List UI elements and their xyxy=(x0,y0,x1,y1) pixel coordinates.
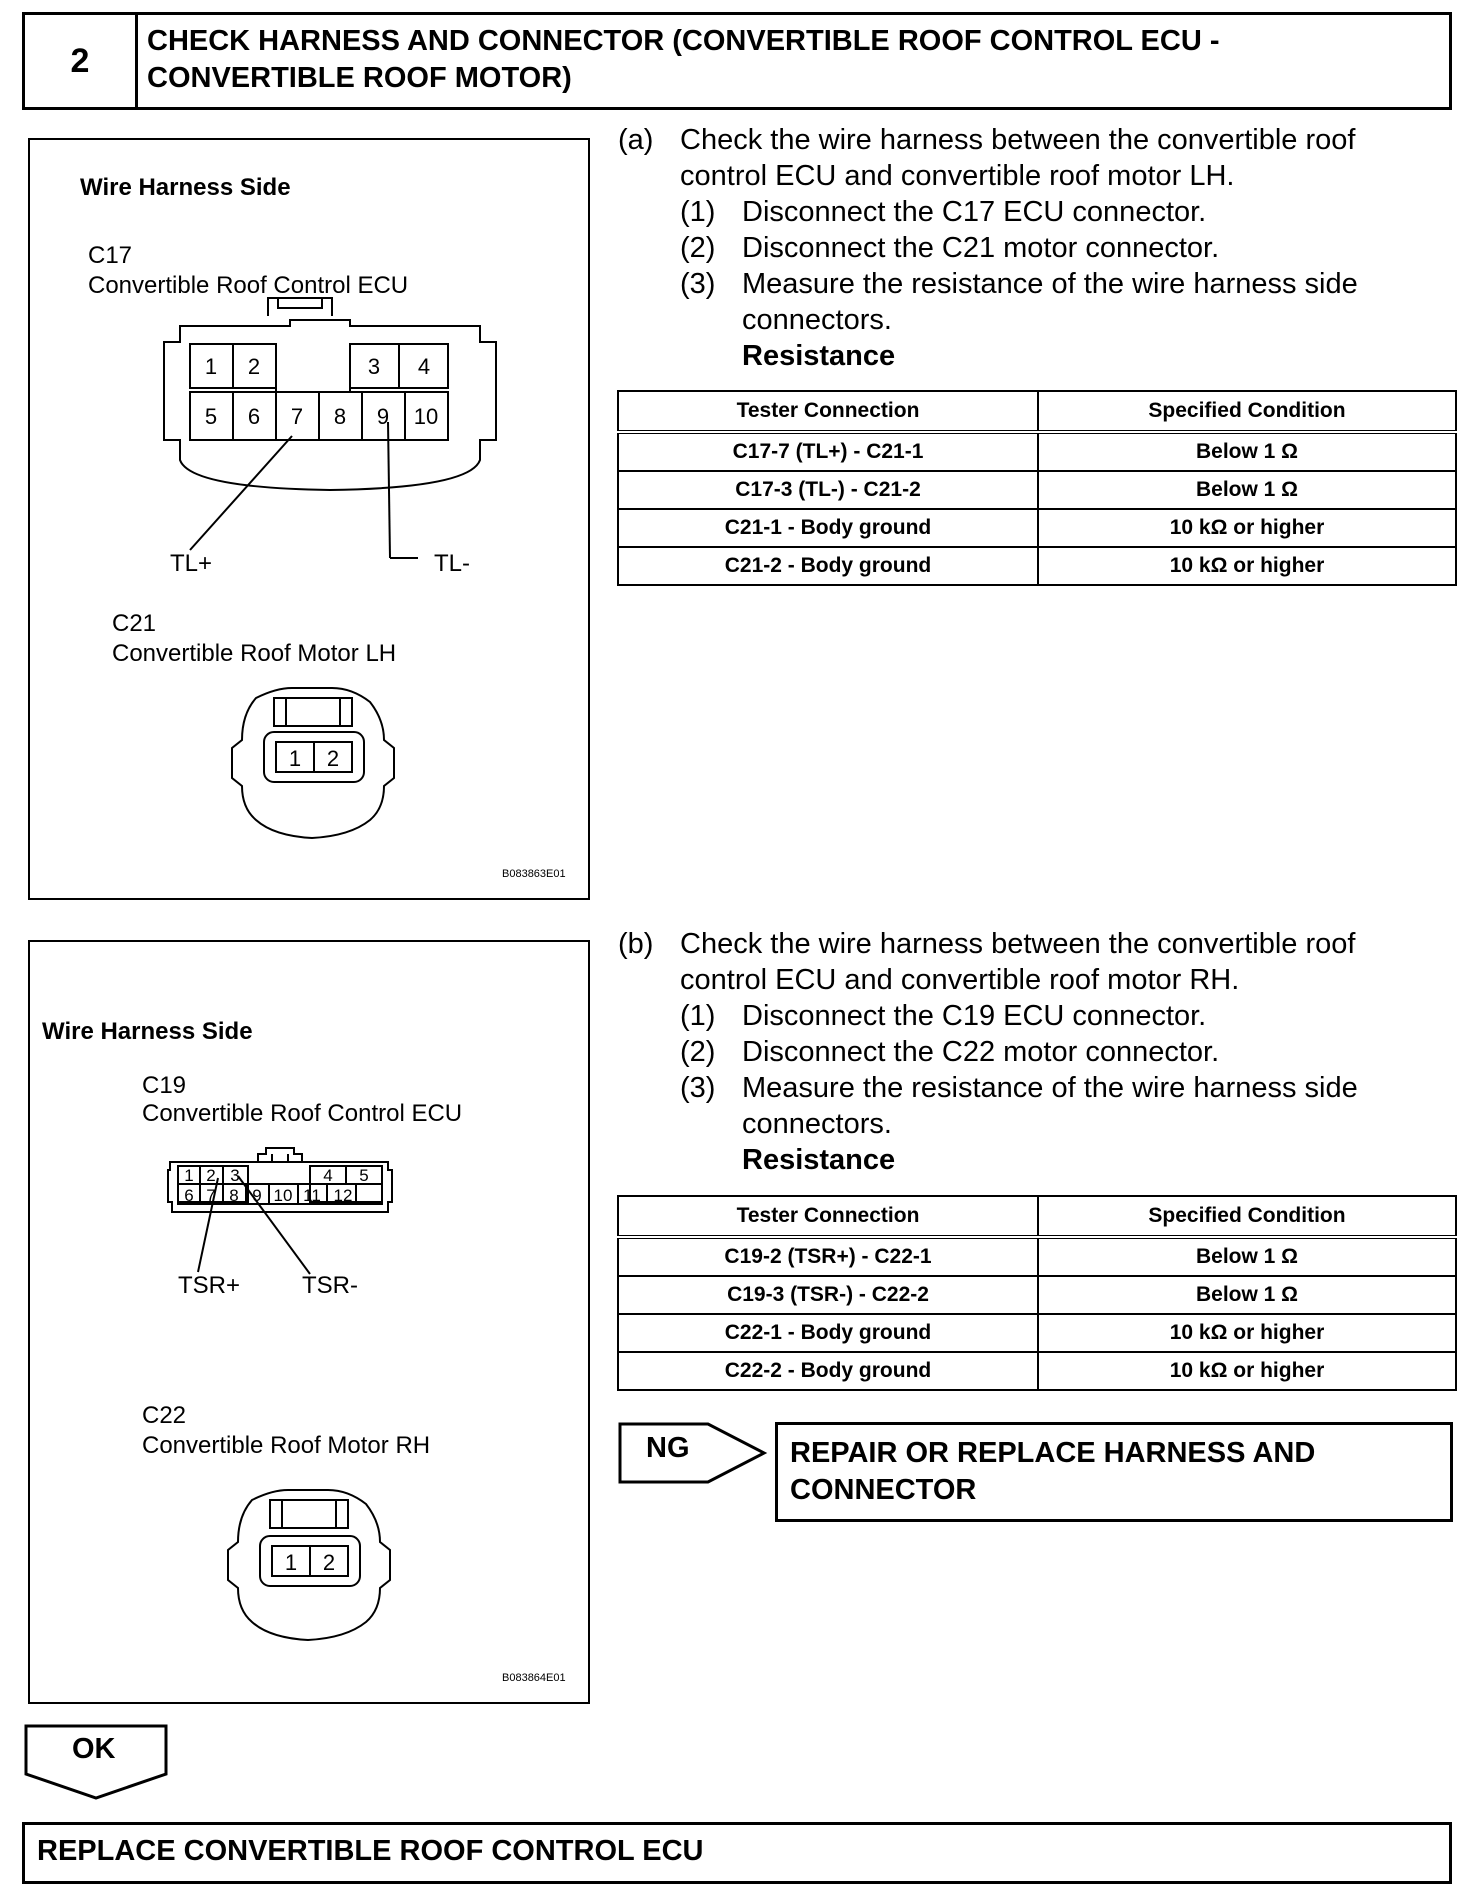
ecu-pin: 3 xyxy=(230,1166,240,1185)
figure-c17-c21 xyxy=(28,138,590,900)
ecu-pin: 1 xyxy=(204,354,218,379)
ecu-connector-code: C17 xyxy=(88,242,133,269)
ecu-connector-code: C19 xyxy=(142,1072,187,1099)
ecu-pin: 5 xyxy=(359,1166,369,1185)
motor-connector-name: Convertible Roof Motor LH xyxy=(112,640,397,667)
table-row xyxy=(618,547,1456,585)
table-cell: C21-2 - Body ground xyxy=(618,547,1038,585)
ecu-pin: 10 xyxy=(273,1186,293,1205)
step-b-line2: control ECU and convertible roof motor RH. xyxy=(680,964,1240,996)
table-cell: 10 kΩ or higher xyxy=(1038,1352,1456,1390)
step-a-key: (a) xyxy=(618,124,654,156)
ng-arrow-icon xyxy=(618,1422,768,1484)
resistance-heading: Resistance xyxy=(742,340,896,372)
table-cell: 10 kΩ or higher xyxy=(1038,547,1456,585)
table-cell: 10 kΩ or higher xyxy=(1038,509,1456,547)
connector-drawing xyxy=(30,942,588,1702)
ecu-pin: 9 xyxy=(376,404,390,429)
motor-connector-name: Convertible Roof Motor RH xyxy=(142,1432,431,1459)
table-header-specified-condition: Specified Condition xyxy=(1038,391,1456,432)
ecu-pin: 6 xyxy=(184,1186,194,1205)
step-header xyxy=(22,12,1452,110)
ng-action-line2: CONNECTOR xyxy=(790,1474,977,1506)
tl-plus-leader xyxy=(190,436,292,550)
table-header-tester-connection: Tester Connection xyxy=(618,391,1038,432)
ecu-pin: 8 xyxy=(229,1186,239,1205)
step-title-line2: CONVERTIBLE ROOF MOTOR) xyxy=(147,62,572,94)
ecu-pin: 12 xyxy=(333,1186,353,1205)
ecu-pin: 8 xyxy=(333,404,347,429)
ecu-pin: 3 xyxy=(367,354,381,379)
step-b-sub3-line2: connectors. xyxy=(742,1108,892,1140)
step-a-line1: Check the wire harness between the convertible roof xyxy=(680,124,1356,156)
table-cell: C17-7 (TL+) - C21-1 xyxy=(618,432,1038,471)
ok-action-box xyxy=(22,1822,1452,1884)
ng-label: NG xyxy=(646,1432,690,1464)
step-b-key: (b) xyxy=(618,928,654,960)
figure-heading: Wire Harness Side xyxy=(42,1018,253,1045)
ecu-pin: 11 xyxy=(303,1186,321,1205)
figure-code: B083863E01 xyxy=(502,868,566,880)
tl-minus-label: TL- xyxy=(434,550,470,577)
figure-heading: Wire Harness Side xyxy=(80,174,291,201)
table-header-tester-connection: Tester Connection xyxy=(618,1196,1038,1237)
step-number: 2 xyxy=(25,15,138,107)
table-header-specified-condition: Specified Condition xyxy=(1038,1196,1456,1237)
ok-action-text: REPLACE CONVERTIBLE ROOF CONTROL ECU xyxy=(37,1835,704,1867)
ecu-pin: 9 xyxy=(252,1186,262,1205)
ecu-pin: 2 xyxy=(206,1166,216,1185)
step-a-sub1: Disconnect the C17 ECU connector. xyxy=(742,196,1207,228)
step-a xyxy=(618,122,1358,374)
table-cell: Below 1 Ω xyxy=(1038,471,1456,509)
motor-pin: 2 xyxy=(322,1550,336,1575)
tl-plus-label: TL+ xyxy=(170,550,213,577)
resistance-table-a xyxy=(617,390,1457,586)
ecu-connector-name: Convertible Roof Control ECU xyxy=(88,272,409,299)
table-row xyxy=(618,509,1456,547)
step-a-sub3-line1: Measure the resistance of the wire harness side xyxy=(742,268,1358,300)
figure-code: B083864E01 xyxy=(502,1672,566,1684)
table-row xyxy=(618,471,1456,509)
ecu-pin: 1 xyxy=(184,1166,194,1185)
table-row xyxy=(618,1276,1456,1314)
ecu-pin: 5 xyxy=(204,404,218,429)
step-title-line1: CHECK HARNESS AND CONNECTOR (CONVERTIBLE ROOF CONTROL ECU - xyxy=(147,25,1220,57)
motor-connector-code: C22 xyxy=(142,1402,187,1429)
sub-key: (3) xyxy=(680,268,716,300)
table-cell: Below 1 Ω xyxy=(1038,1237,1456,1276)
table-cell: Below 1 Ω xyxy=(1038,1276,1456,1314)
ng-action-line1: REPAIR OR REPLACE HARNESS AND xyxy=(790,1437,1316,1469)
motor-pin: 2 xyxy=(326,746,340,771)
tsr-plus-label: TSR+ xyxy=(178,1272,241,1299)
sub-key: (1) xyxy=(680,196,716,228)
table-cell: Below 1 Ω xyxy=(1038,432,1456,471)
step-a-sub2: Disconnect the C21 motor connector. xyxy=(742,232,1220,264)
step-b xyxy=(618,926,1358,1178)
figure-c19-c22 xyxy=(28,940,590,1704)
table-cell: C17-3 (TL-) - C21-2 xyxy=(618,471,1038,509)
motor-pin: 1 xyxy=(288,746,302,771)
table-row xyxy=(618,432,1456,471)
step-b-sub2: Disconnect the C22 motor connector. xyxy=(742,1036,1220,1068)
ecu-pin: 6 xyxy=(247,404,261,429)
connector-drawing xyxy=(30,140,588,898)
ng-action-box xyxy=(775,1422,1453,1522)
table-cell: C19-2 (TSR+) - C22-1 xyxy=(618,1237,1038,1276)
sub-key: (1) xyxy=(680,1000,716,1032)
ecu-pin: 4 xyxy=(417,354,431,379)
step-b-sub3-line1: Measure the resistance of the wire harness side xyxy=(742,1072,1358,1104)
sub-key: (2) xyxy=(680,1036,716,1068)
ecu-pin: 4 xyxy=(323,1166,333,1185)
resistance-heading: Resistance xyxy=(742,1144,896,1176)
step-title xyxy=(147,23,1439,97)
table-row xyxy=(618,1352,1456,1390)
tsr-minus-label: TSR- xyxy=(302,1272,358,1299)
ecu-connector-name: Convertible Roof Control ECU xyxy=(142,1100,463,1127)
ecu-pin: 7 xyxy=(206,1186,216,1205)
ecu-pin: 2 xyxy=(247,354,261,379)
motor-connector-code: C21 xyxy=(112,610,157,637)
table-cell: C22-1 - Body ground xyxy=(618,1314,1038,1352)
table-row xyxy=(618,1237,1456,1276)
table-cell: C21-1 - Body ground xyxy=(618,509,1038,547)
step-b-sub1: Disconnect the C19 ECU connector. xyxy=(742,1000,1207,1032)
table-row xyxy=(618,1314,1456,1352)
table-cell: 10 kΩ or higher xyxy=(1038,1314,1456,1352)
ok-label: OK xyxy=(72,1733,116,1765)
resistance-table-b xyxy=(617,1195,1457,1391)
ecu-pin: 10 xyxy=(413,404,439,429)
step-a-line2: control ECU and convertible roof motor LH. xyxy=(680,160,1235,192)
table-cell: C19-3 (TSR-) - C22-2 xyxy=(618,1276,1038,1314)
sub-key: (2) xyxy=(680,232,716,264)
tl-minus-leader xyxy=(388,422,390,558)
table-cell: C22-2 - Body ground xyxy=(618,1352,1038,1390)
motor-pin: 1 xyxy=(284,1550,298,1575)
ecu-pin: 7 xyxy=(290,404,304,429)
step-b-line1: Check the wire harness between the convertible roof xyxy=(680,928,1356,960)
step-a-sub3-line2: connectors. xyxy=(742,304,892,336)
sub-key: (3) xyxy=(680,1072,716,1104)
